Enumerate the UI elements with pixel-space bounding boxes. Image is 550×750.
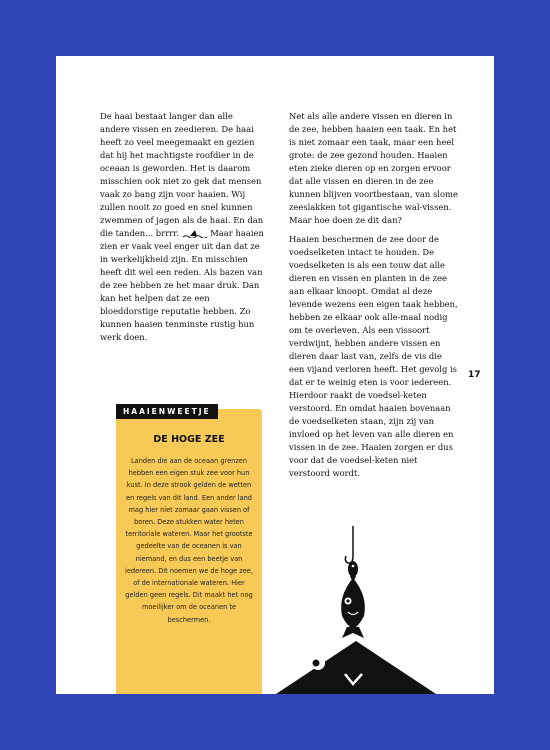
right-paragraph-2: Haaien beschermen de zee door de voedselketen intact te houden. De voedselketen is als een touw dat alle dieren en vissen en planten in de zee aan elkaar knoopt. Omdat al deze levende wezens een eigen taak hebben, hebben ze elkaar ook alle-maal nodig om te overleven. Als een vissoort verdwijnt, hebben andere vissen en dieren daar last van, zelfs de vis die een vijand verloren heeft. Het gevolg is dat er te weinig eten is voor iedereen. Hierdoor raakt de voedsel-keten verstoord. En omdat haaien bovenaan de voedselketen staan, zijn zij van invloed op het leven van alle dieren en vissen in de zee. Haaien zorgen er dus voor dat de voedsel-keten niet verstoord wordt.	[289, 234, 458, 478]
info-box-title: DE HOGE ZEE	[153, 434, 225, 445]
info-box-text: Landen die aan de oceaan grenzen hebben een eigen stuk zee voor hun kust. In deze strook gelden de wetten en regels van dit land. Een ander land mag hier niet zomaar gaan vissen of boren. Deze stukken water heten territoriale wateren. Maar het grootste gedeelte van de oceanen is van niemand, en dus een beetje van iedereen. Dit noemen we de hoge zee, of de internationale wateren. Hier gelden geen regels. Dit maakt het nog moeilijker om de oceanen te beschermen.	[125, 457, 253, 624]
left-paragraph: De haai bestaat langer dan alle andere vissen en zeedieren. De haai heeft zo veel meegemaakt en gezien dat hij het machtigste roofdier in de oceaan is geworden. Het is daarom misschien ook niet zo gek dat mensen vaak zo bang zijn voor haaien. Wij zullen nooit zo goed en snel kunnen zwemmen of jagen als de haai. En dan die tanden... brrrr. Maar haaien zien er vaak veel enger uit dan dat ze in werkelijkheid zijn. En misschien heeft dit wel een reden. Als bazen van de zee hebben ze het maar druk. Dan kan het helpen dat ze een bloeddorstige reputatie hebben. Zo kunnen haaien tenminste rustig hun werk doen.	[100, 111, 264, 342]
page-number: 17	[468, 370, 481, 380]
book-page	[56, 56, 494, 694]
shark-head-icon	[276, 641, 436, 694]
medium-fish-icon	[341, 578, 365, 638]
shark-food-chain-illustration	[56, 56, 494, 694]
info-box-tag: HAAIENWEETJE	[116, 404, 218, 419]
right-paragraph-1: Net als alle andere vissen en dieren in de zee, hebben haaien een taak. En het is niet zomaar een taak, maar een heel grote: de zee gezond houden. Haaien eten zieke dieren op en zorgen ervoor dat alle vissen en dieren in de zee kunnen blijven voortbestaan, van slome zeeslakken tot gigantische wal-vissen. Maar hoe doen ze dit dan?	[289, 111, 458, 225]
